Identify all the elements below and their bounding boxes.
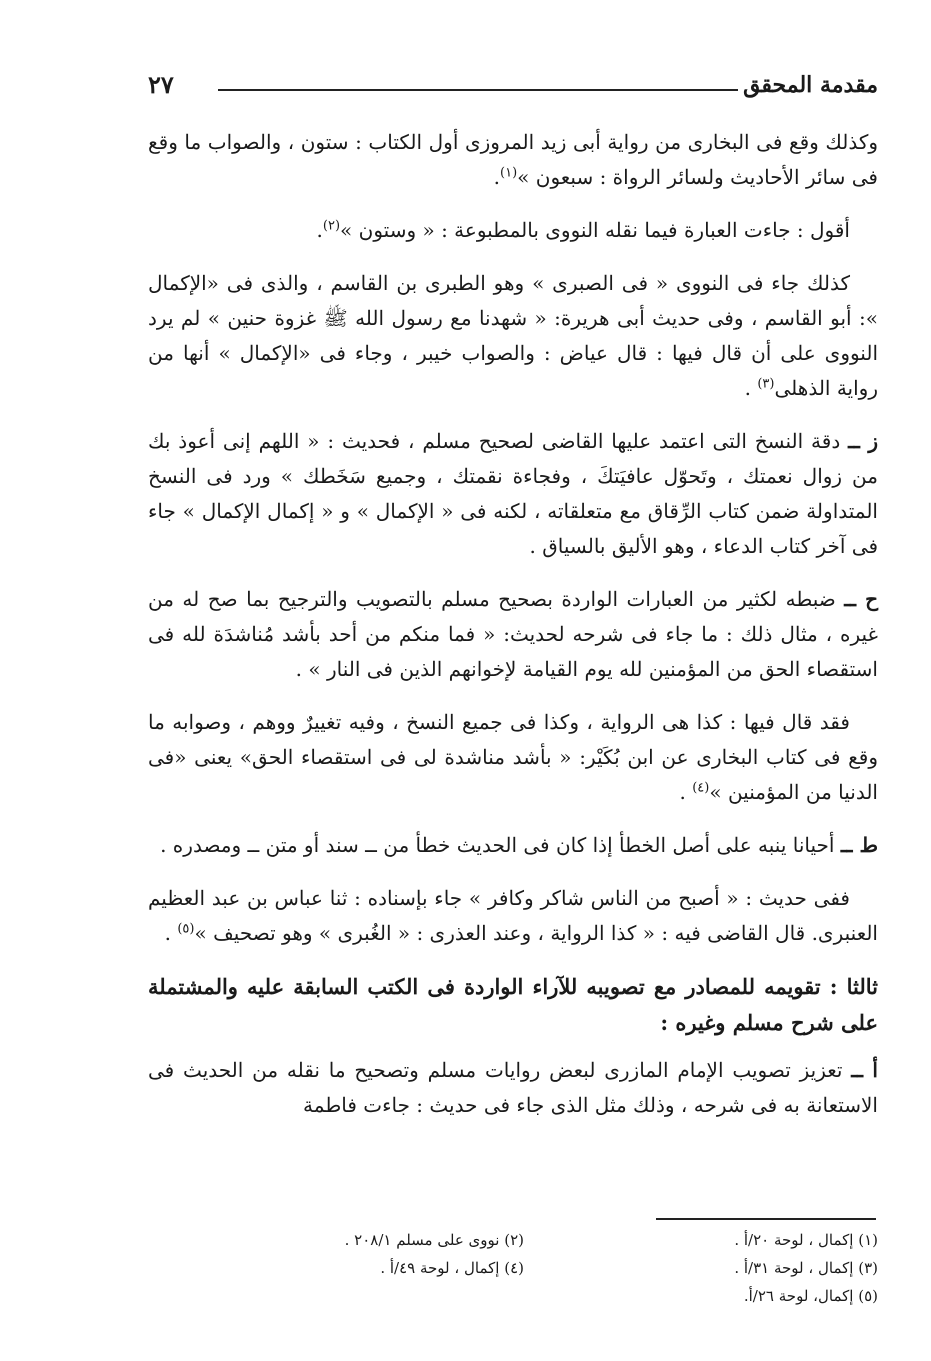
- section-marker-z: ز ــ: [848, 429, 878, 453]
- paragraph-1-text: وكذلك وقع فى البخارى من رواية أبى زيد المروزى أول الكتاب : ستون ، والصواب ما وقع فى سائر الأحاديث ولسائر الرواة : سبعون »: [148, 130, 878, 189]
- section-marker-t: ط ــ: [840, 833, 878, 857]
- footnote-ref-4: (٤): [692, 780, 710, 796]
- page-number: ٢٧: [148, 70, 174, 99]
- page-body: [148, 125, 878, 1141]
- paragraph-3: [148, 266, 878, 406]
- paragraph-8: [148, 881, 878, 951]
- paragraph-2-text: أقول : جاءت العبارة فيما نقله النووى بالمطبوعة : « وستون »: [340, 218, 850, 242]
- paragraph-4-text: دقة النسخ التى اعتمد عليها القاضى لصحيح مسلم ، فحديث : « اللهم إنى أعوذ بك من زوال نعمتك ، وتَحوّل عافيَتكَ ، وفجاءة نقمتك ، وجميع سَخَطك » ورد فى النسخ المتداولة ضمن كتاب الرِّقاق مع متعلقاته ، لكنه فى « الإكمال » و « إكمال الإكمال » جاء فى آخر كتاب الدعاء ، وهو الأليق بالسياق .: [148, 429, 878, 558]
- paragraph-7-text: أحيانا ينبه على أصل الخطأ إذا كان فى الحديث خطأ من ــ سند أو متن ــ ومصدره .: [160, 833, 835, 857]
- footnote-4: (٤) إكمال ، لوحة ٤٩/أ .: [380, 1259, 524, 1277]
- paragraph-1-end: .: [493, 165, 501, 189]
- page-header: [148, 62, 878, 112]
- footnote-2: (٢) نووى على مسلم ٢٠٨/١ .: [344, 1231, 524, 1249]
- footnote-3: (٣) إكمال ، لوحة ٣١/أ .: [734, 1259, 878, 1277]
- paragraph-8-end: .: [164, 921, 178, 945]
- footnote-ref-1: (١): [500, 165, 518, 181]
- footnote-1: (١) إكمال ، لوحة ٢٠/أ .: [734, 1231, 878, 1249]
- header-rule: [218, 89, 738, 91]
- footnote-rule: [656, 1218, 876, 1220]
- footnote-ref-3: (٣): [757, 376, 775, 392]
- footnote-ref-2: (٢): [322, 218, 341, 234]
- paragraph-4: [148, 424, 878, 564]
- paragraph-2-end: .: [316, 218, 323, 242]
- paragraph-6-end: .: [679, 780, 693, 804]
- paragraph-2: [148, 213, 878, 248]
- section-heading-third: ثالثا : تقويمه للمصادر مع تصويبه للآراء الواردة فى الكتب السابقة عليه والمشتملة على شرح مسلم وغيره :: [148, 974, 878, 1035]
- running-title: مقدمة المحقق: [743, 72, 878, 98]
- paragraph-6-text: فقد قال فيها : كذا هى الرواية ، وكذا فى جميع النسخ ، وفيه تغييرٌ ووهم ، وصوابه ما وقع فى كتاب البخارى عن ابن بُكَيْر: « بأشد مناشدة لى فى استقصاء الحق» يعنى «فى الدنيا من المؤمنين »: [148, 710, 878, 804]
- footnote-5: (٥) إكمال، لوحة ٢٦/أ.: [743, 1287, 878, 1305]
- paragraph-6: [148, 705, 878, 810]
- paragraph-3-end: .: [744, 376, 758, 400]
- paragraph-1: [148, 125, 878, 195]
- section-marker-h: ح ــ: [844, 587, 879, 611]
- footnote-ref-5: (٥): [177, 921, 195, 937]
- footnotes: [230, 1228, 878, 1308]
- paragraph-10: [148, 1053, 878, 1123]
- section-marker-a: أ ــ: [851, 1058, 878, 1082]
- paragraph-5-text: ضبطه لكثير من العبارات الواردة بصحيح مسلم بالتصويب والترجيح بما صح له من غيره ، مثال ذلك : ما جاء فى شرحه لحديث: « فما منكم من أحد بأشد مُناشدَة لله فى استقصاء الحق من المؤمنين لله يوم القيامة لإخوانهم الذين فى النار » .: [148, 587, 878, 681]
- paragraph-8-text: ففى حديث : « أصبح من الناس شاكر وكافر » جاء بإسناده : ثنا عباس بن عبد العظيم العنبرى. قال القاضى فيه : « كذا الرواية ، وعند العذرى : « الغُبرى » وهو تصحيف »: [148, 886, 878, 945]
- paragraph-10-text: تعزيز تصويب الإمام المازرى لبعض روايات مسلم وتصحيح ما نقله من الحديث فى الاستعانة به فى شرحه ، وذلك مثل الذى جاء فى حديث : جاءت فاطمة: [148, 1058, 878, 1117]
- paragraph-3-text: كذلك جاء فى النووى « فى الصبرى » وهو الطبرى بن القاسم ، والذى فى «الإكمال »: أبو القاسم ، وفى حديث أبى هريرة: « شهدنا مع رسول الله ﷺ غزوة حنين » لم يرد النووى على أن قال فيها : قال عياض : والصواب خيبر ، وجاء فى «الإكمال » أنها من رواية الذهلى: [148, 271, 878, 400]
- paragraph-7: [148, 828, 878, 863]
- paragraph-5: [148, 582, 878, 687]
